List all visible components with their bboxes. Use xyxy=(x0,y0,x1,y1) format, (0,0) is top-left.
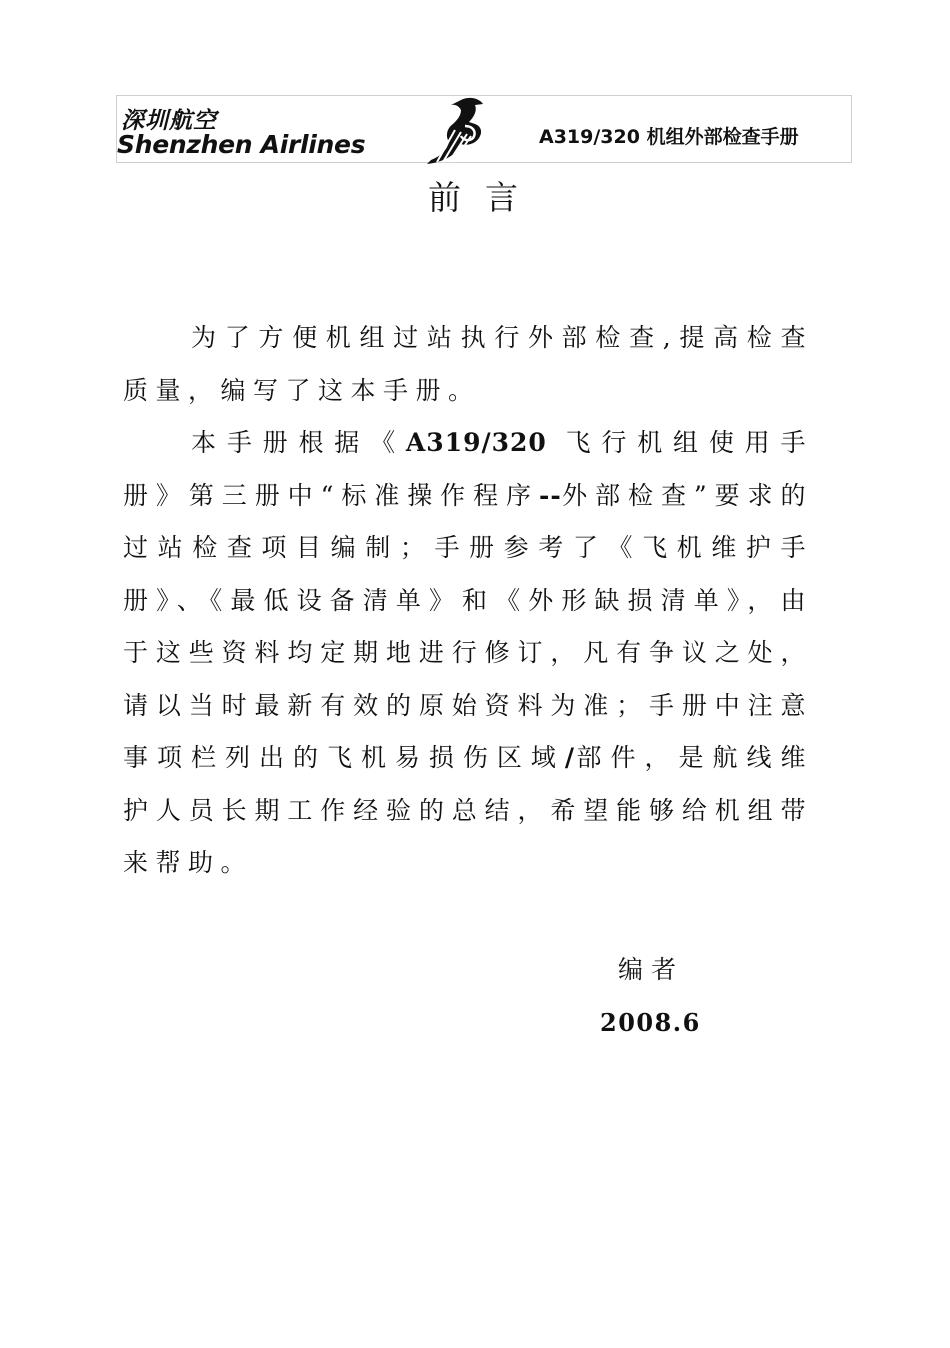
preface-paragraph xyxy=(123,417,813,890)
signature-date: 2008.6 xyxy=(600,1008,701,1037)
preface-paragraph xyxy=(123,312,813,417)
preface-body xyxy=(123,312,813,890)
signature-editor: 编者 xyxy=(618,955,685,984)
paragraph-text: 部件，是航线维护人员长期工作经验的总结，希望能够给机组带来帮助。 xyxy=(123,743,813,877)
paragraph-text: 本手册根据《 xyxy=(191,428,406,457)
manual-title: A319/320 机组外部检查手册 xyxy=(539,126,799,148)
paragraph-text: -- xyxy=(538,480,562,510)
page-header xyxy=(116,95,852,163)
paragraph-text: / xyxy=(564,743,576,772)
paragraph-text: 为了方便机组过站执行外部检查,提高检查质量，编写了这本手册。 xyxy=(123,323,813,405)
paragraph-text: A319/320 xyxy=(405,428,547,457)
page-title: 前言 xyxy=(428,178,542,217)
airline-logo-english: Shenzhen Airlines xyxy=(117,130,366,159)
paragraph-text: 外部检查”要求的过站检查项目编制；手册参考了《飞机维护手册》、《最低设备清单》和《外形缺损清单》，由于这些资料均定期地进行修订，凡有争议之处，请以当时最新有效的原始资料为准；手册中注意事项栏列出的飞机易损伤区域 xyxy=(123,480,813,772)
paragraph-text: 飞行机组使用手册》第三册中“标准操作程序 xyxy=(123,428,813,510)
airline-logo-chinese: 深圳航空 xyxy=(121,108,217,134)
airline-bird-logo-icon xyxy=(417,96,499,164)
